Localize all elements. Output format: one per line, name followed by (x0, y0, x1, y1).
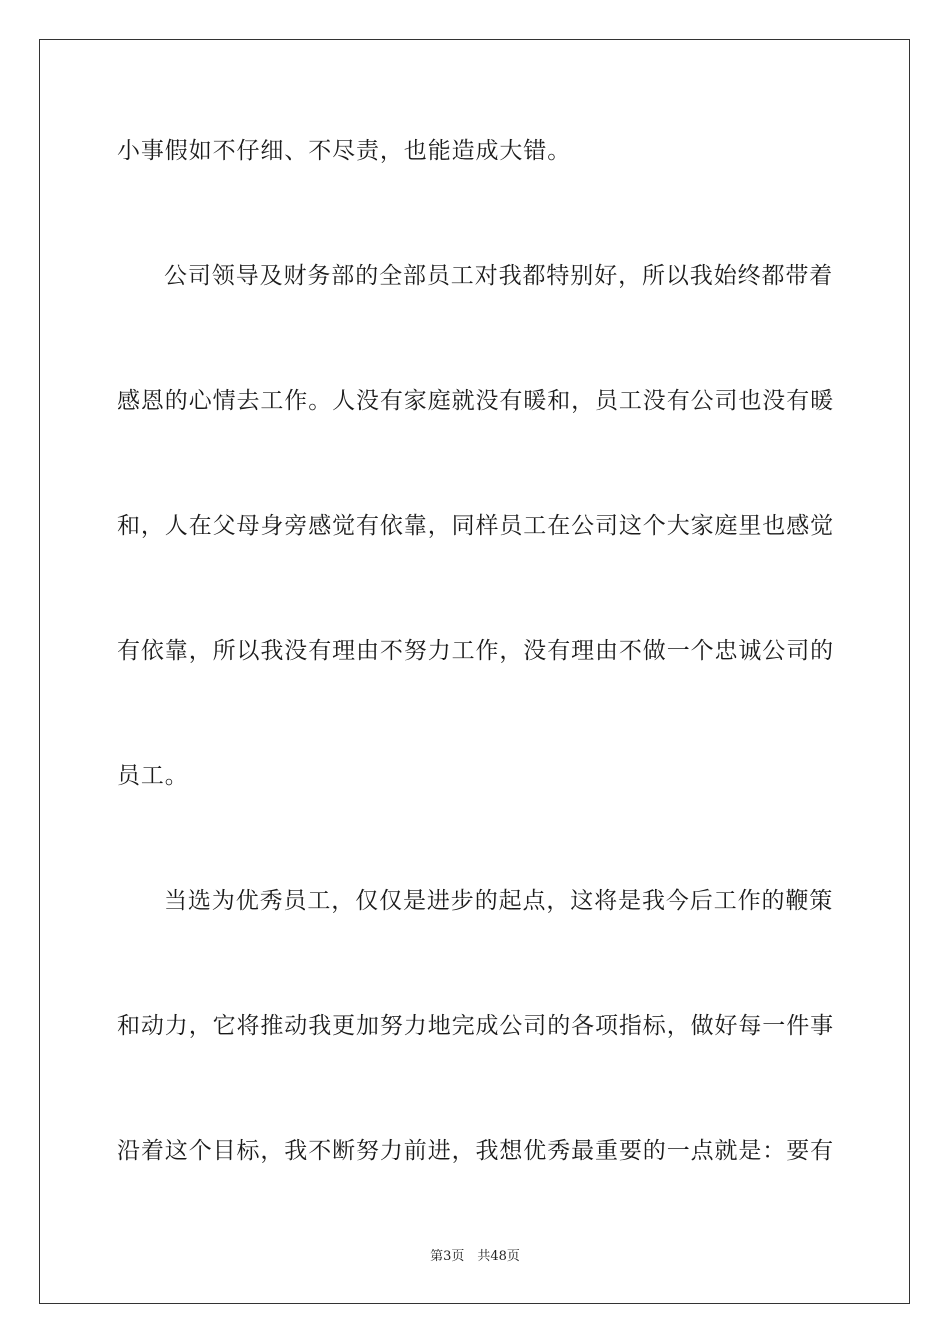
text-line-1: 小事假如不仔细、不尽责，也能造成大错。 (117, 138, 572, 164)
text-line-4: 和，人在父母身旁感觉有依靠，同样员工在公司这个大家庭里也感觉 (117, 513, 834, 539)
text-line-7: 当选为优秀员工，仅仅是进步的起点，这将是我今后工作的鞭策 (164, 888, 834, 914)
text-line-6: 员工。 (117, 763, 189, 789)
page-border (39, 39, 910, 1304)
page-number-footer: 第3页 共48页 (430, 1249, 520, 1264)
text-line-3: 感恩的心情去工作。人没有家庭就没有暖和，员工没有公司也没有暖 (117, 388, 834, 414)
text-line-2: 公司领导及财务部的全部员工对我都特别好，所以我始终都带着 (164, 263, 834, 289)
text-line-9: 沿着这个目标，我不断努力前进，我想优秀最重要的一点就是：要有 (117, 1138, 834, 1164)
text-line-5: 有依靠，所以我没有理由不努力工作，没有理由不做一个忠诚公司的 (117, 638, 834, 664)
text-line-8: 和动力，它将推动我更加努力地完成公司的各项指标，做好每一件事 (117, 1013, 834, 1039)
